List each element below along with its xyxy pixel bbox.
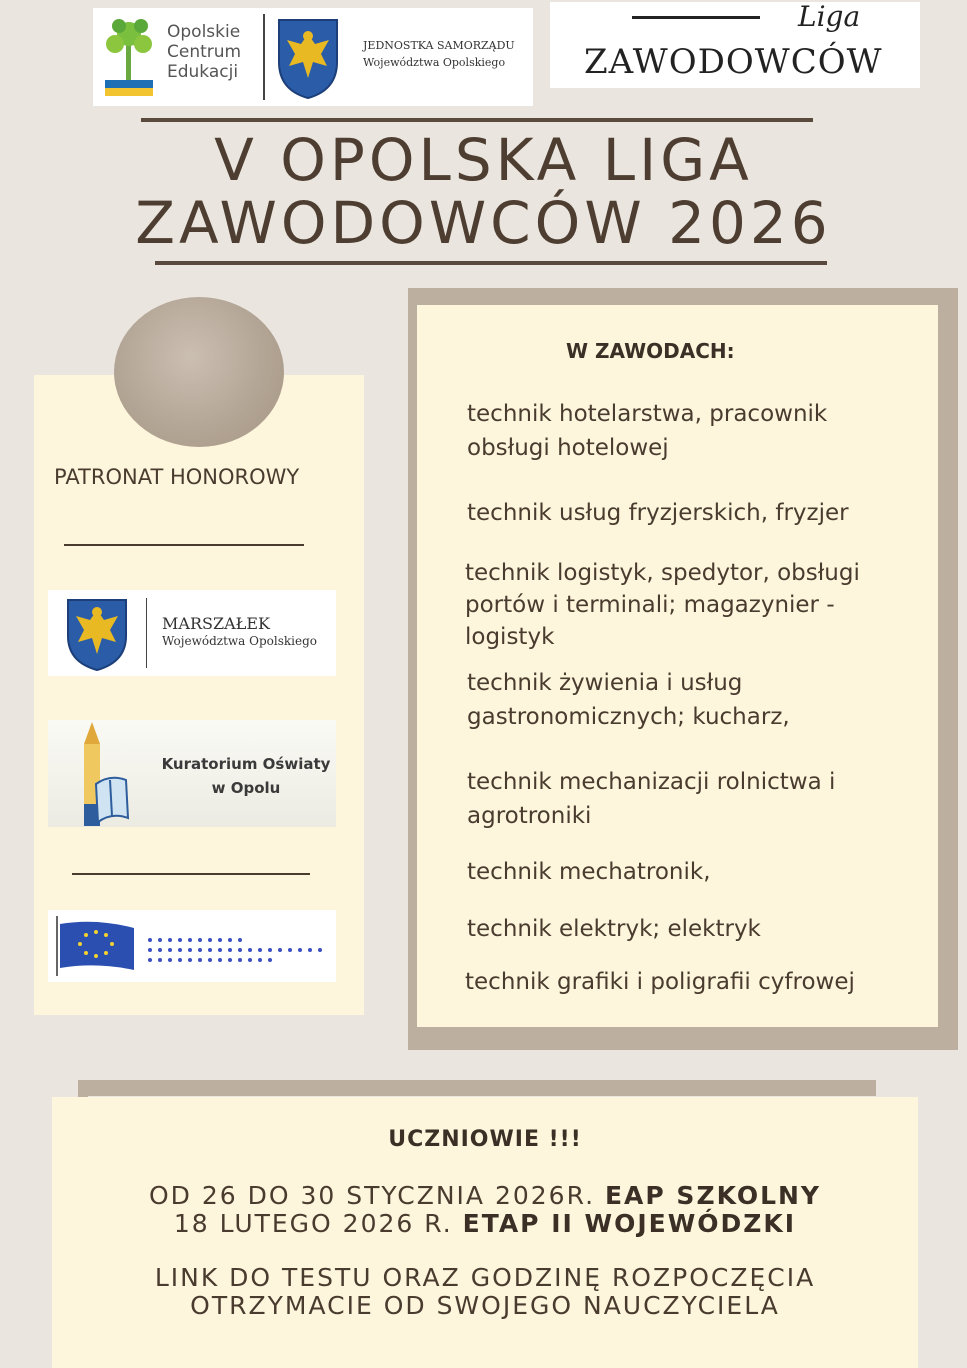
- oce-logo: [93, 8, 533, 106]
- marszalek-logo: [48, 590, 336, 676]
- jst-subtitle: Województwa Opolskiego: [363, 56, 506, 69]
- professions-heading: W ZAWODACH:: [566, 339, 735, 363]
- note-line-1: LINK DO TESTU ORAZ GODZINĘ ROZPOCZĘCIA: [154, 1263, 816, 1292]
- page-title-line-1: V OPOLSKA LIGA: [214, 126, 753, 194]
- liga-word: ZAWODOWCÓW: [584, 42, 883, 82]
- jst-title: JEDNOSTKA SAMORZĄDU: [363, 39, 515, 52]
- profession-item: technik mechanizacji rolnictwa i agrotroniki: [467, 769, 836, 829]
- eu-dotted-text-icon: [146, 936, 332, 966]
- title-rule-bottom: [155, 261, 827, 265]
- stage-2-line: [52, 1209, 918, 1238]
- liga-script-text: Liga: [798, 0, 861, 33]
- profession-item: technik hotelarstwa, pracownik obsługi hotelowej: [467, 401, 828, 461]
- kuratorium-logo: [48, 720, 336, 827]
- eu-flag-icon: [56, 916, 136, 976]
- eu-logo: [48, 910, 336, 982]
- profession-item: technik żywienia i usług gastronomicznych; kucharz,: [467, 670, 790, 730]
- students-heading: UCZNIOWIE !!!: [388, 1127, 582, 1152]
- pin-decoration: [114, 297, 284, 447]
- logo-line: [632, 16, 760, 19]
- logo-divider: [146, 598, 147, 668]
- eagle-crest-icon: [64, 596, 130, 672]
- stage-2-date: 18 LUTEGO 2026 R.: [173, 1209, 453, 1238]
- marszalek-subtitle: Województwa Opolskiego: [162, 634, 317, 648]
- patronat-title: PATRONAT HONOROWY: [54, 465, 300, 489]
- stage-1-date: OD 26 DO 30 STYCZNIA 2026R.: [148, 1181, 596, 1210]
- profession-item: technik mechatronik,: [467, 859, 711, 885]
- oce-name: Opolskie Centrum Edukacji: [167, 22, 242, 82]
- profession-item: technik usług fryzjerskich, fryzjer: [467, 500, 849, 526]
- title-rule-top: [141, 118, 813, 122]
- profession-item: technik logistyk, spedytor, obsługi portów i terminali; magazynier - logistyk: [465, 560, 860, 650]
- logo-divider: [263, 14, 265, 100]
- tower-book-icon: [70, 722, 140, 826]
- patronat-card: [34, 375, 364, 1015]
- liga-logo: [550, 2, 920, 88]
- note-line-2: OTRZYMACIE OD SWOJEGO NAUCZYCIELA: [190, 1291, 780, 1320]
- stage-1-name: EAP SZKOLNY: [604, 1181, 822, 1210]
- tree-icon: [101, 14, 157, 102]
- page-title-line-2: ZAWODOWCÓW 2026: [135, 189, 832, 257]
- divider: [72, 873, 310, 875]
- bottom-card: [52, 1097, 918, 1368]
- kuratorium-label: Kuratorium Oświaty w Opolu: [161, 755, 331, 797]
- profession-item: technik elektryk; elektryk: [467, 916, 761, 942]
- stage-1-line: [52, 1181, 918, 1210]
- profession-item: technik grafiki i poligrafii cyfrowej: [465, 969, 855, 995]
- bottom-frame-top: [78, 1080, 876, 1096]
- professions-card: [417, 305, 938, 1027]
- marszalek-title: MARSZAŁEK: [162, 614, 270, 633]
- stage-2-name: ETAP II WOJEWÓDZKI: [462, 1209, 797, 1238]
- eagle-crest-icon: [275, 16, 341, 100]
- divider: [64, 544, 304, 546]
